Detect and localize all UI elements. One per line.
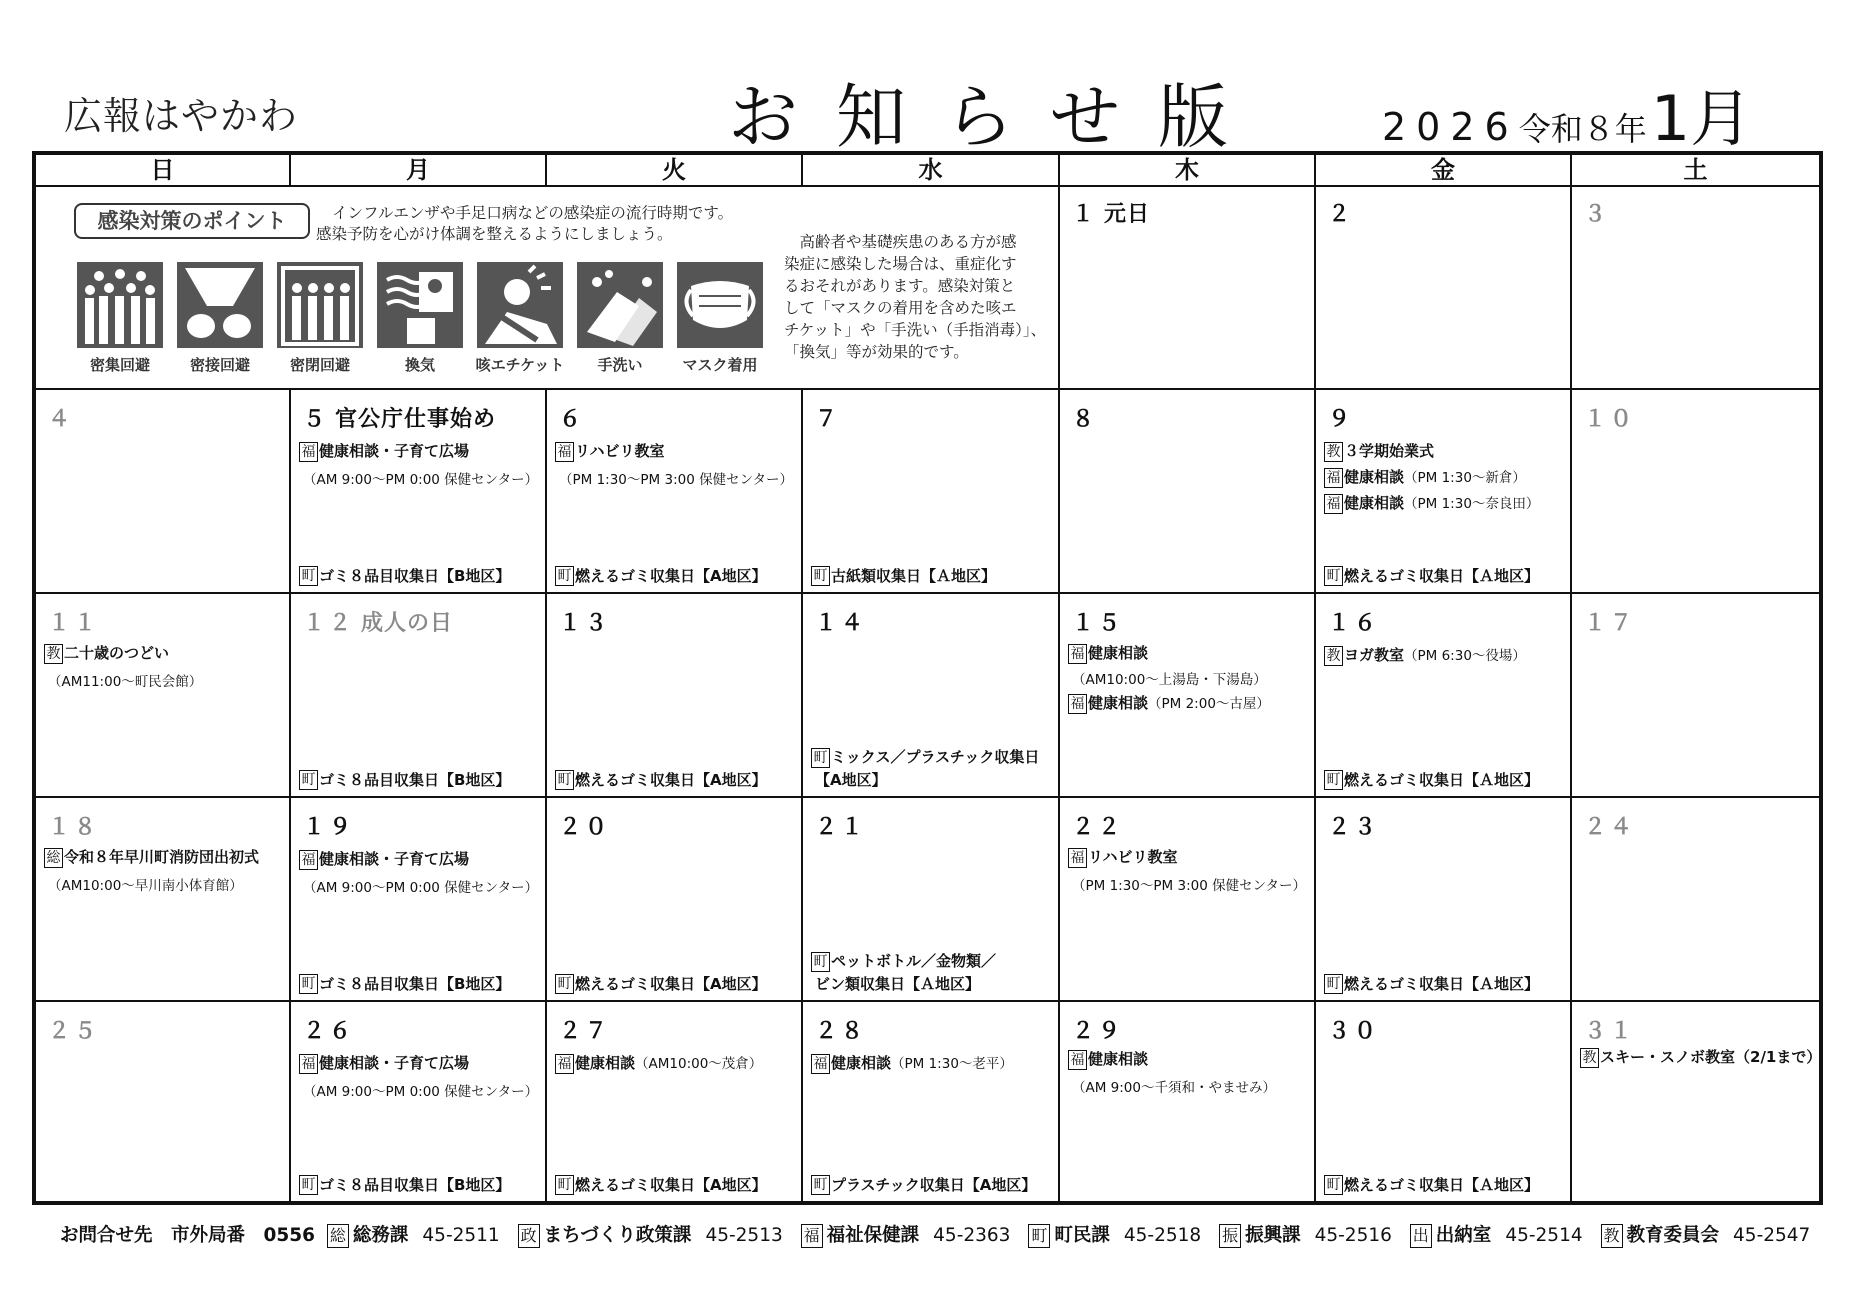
town-tag: 町 xyxy=(299,566,318,586)
dept-name: まちづくり政策課 xyxy=(543,1225,692,1246)
notice-intro-text xyxy=(316,203,733,245)
day-cell-12 xyxy=(291,594,547,798)
day-cell-5 xyxy=(291,390,547,594)
town-tag: 町 xyxy=(299,770,318,790)
day-number: ２６ xyxy=(303,1019,356,1044)
weekday-thu: 木 xyxy=(1060,155,1316,185)
town-tag: 町 xyxy=(1324,770,1343,790)
event-item: 福 健康相談 xyxy=(1068,1048,1148,1070)
garbage-item: 町 ゴミ８品目収集日【B地区】 xyxy=(299,565,510,587)
town-tag: 町 xyxy=(555,974,574,994)
education-tag: 教 xyxy=(44,644,63,664)
day-number: １４ xyxy=(815,611,868,636)
garbage-item: 町 燃えるゴミ収集日【Ａ地区】 xyxy=(1324,565,1539,587)
event-item: 福 健康相談・子育て広場 xyxy=(299,848,469,870)
icon-label: 手洗い xyxy=(597,356,643,374)
day-number: １８ xyxy=(48,815,101,840)
town-tag: 町 xyxy=(1324,566,1343,586)
notice-side-text xyxy=(784,231,1056,363)
event-item: 総 令和８年早川町消防団出初式 xyxy=(44,846,259,868)
event-item: 福 健康相談・子育て広場 xyxy=(299,440,469,462)
event-detail: （PM 1:30～PM 3:00 保健センター） xyxy=(559,472,794,488)
event-item: 福 リハビリ教室 xyxy=(555,440,665,462)
day-cell-27 xyxy=(547,1002,803,1201)
day-cell-24 xyxy=(1572,798,1819,1002)
dept-tag: 福 xyxy=(801,1224,823,1248)
event-item: 教 二十歳のつどい xyxy=(44,642,169,664)
garbage-item-area: 【A地区】 xyxy=(815,771,887,789)
calendar-grid xyxy=(32,151,1823,1205)
day-number: １２ 成人の日 xyxy=(303,611,454,636)
day-number: ２４ xyxy=(1584,815,1637,840)
issue-era: 令和８年 xyxy=(1518,110,1647,148)
event-detail: （AM10:00～早川南小体育館） xyxy=(48,878,243,894)
ventilation-icon xyxy=(377,262,463,348)
icon-item-crowd xyxy=(70,262,170,375)
garbage-item: 町 燃えるゴミ収集日【A地区】 xyxy=(555,973,767,995)
close-contact-icon xyxy=(177,262,263,348)
side-line: 「換気」等が効果的です。 xyxy=(784,343,969,361)
day-cell-11 xyxy=(36,594,291,798)
day-number: ２３ xyxy=(1328,815,1381,840)
icon-item-close-contact xyxy=(170,262,270,375)
day-number: １３ xyxy=(559,611,612,636)
town-tag: 町 xyxy=(1324,974,1343,994)
garbage-item: 町 プラスチック収集日【A地区】 xyxy=(811,1174,1036,1196)
day-number: １６ xyxy=(1328,611,1381,636)
infection-prevention-notice xyxy=(36,185,1060,390)
garbage-item: 町 燃えるゴミ収集日【A地区】 xyxy=(555,1174,767,1196)
dept-name: 振興課 xyxy=(1245,1225,1301,1246)
day-cell-28 xyxy=(803,1002,1060,1201)
holiday-label: 官公庁仕事始め xyxy=(335,407,497,432)
welfare-tag: 福 xyxy=(299,442,318,462)
education-tag: 教 xyxy=(1324,442,1343,462)
event-item: 福 健康相談（PM 2:00～古屋） xyxy=(1068,692,1270,714)
day-number: ４ xyxy=(48,407,75,432)
dept-tag: 出 xyxy=(1410,1224,1432,1248)
day-number: ９ xyxy=(1328,407,1355,432)
weekday-fri: 金 xyxy=(1316,155,1572,185)
dept-phone: 45-2511 xyxy=(422,1225,500,1246)
event-item: 福 健康相談（PM 1:30～奈良田） xyxy=(1324,492,1539,514)
town-tag: 町 xyxy=(555,770,574,790)
town-tag: 町 xyxy=(555,566,574,586)
general-affairs-tag: 総 xyxy=(44,848,63,868)
dept-name: 総務課 xyxy=(352,1225,409,1246)
welfare-tag: 福 xyxy=(555,442,574,462)
day-cell-3 xyxy=(1572,185,1819,390)
day-number: １５ xyxy=(1072,611,1125,636)
dept-name: 教育委員会 xyxy=(1626,1225,1720,1246)
side-line: 高齢者や基礎疾患のある方が感 xyxy=(784,233,1017,251)
day-number: ６ xyxy=(559,407,586,432)
event-item: 教 ヨガ教室（PM 6:30～役場） xyxy=(1324,644,1526,666)
dept-name: 町民課 xyxy=(1054,1225,1110,1246)
garbage-item: 町 ゴミ８品目収集日【B地区】 xyxy=(299,973,510,995)
icon-item-closed-space xyxy=(270,262,370,375)
issue-year: 2026 xyxy=(1382,105,1519,149)
day-number: ２９ xyxy=(1072,1019,1125,1044)
day-cell-15 xyxy=(1060,594,1316,798)
welfare-tag: 福 xyxy=(1068,1050,1087,1070)
garbage-item: 町 ミックス／プラスチック収集日 xyxy=(811,746,1039,768)
day-cell-4 xyxy=(36,390,291,594)
event-item: 福 健康相談・子育て広場 xyxy=(299,1052,469,1074)
day-cell-6 xyxy=(547,390,803,594)
dept-phone: 45-2514 xyxy=(1505,1225,1583,1246)
event-item: 福 健康相談（PM 1:30～老平） xyxy=(811,1052,1013,1074)
day-number: ２８ xyxy=(815,1019,868,1044)
town-tag: 町 xyxy=(299,974,318,994)
mask-icon xyxy=(677,262,763,348)
day-number: ２２ xyxy=(1072,815,1125,840)
day-number: ３０ xyxy=(1328,1019,1381,1044)
event-detail: （AM 9:00～千須和・やませみ） xyxy=(1072,1080,1276,1096)
day-number: ５ 官公庁仕事始め xyxy=(303,407,497,432)
weekday-sun: 日 xyxy=(36,155,291,185)
icon-item-ventilation xyxy=(370,262,470,375)
icon-label: 咳エチケット xyxy=(475,356,565,374)
welfare-tag: 福 xyxy=(1324,494,1343,514)
dept-phone: 45-2513 xyxy=(705,1225,783,1246)
day-cell-7 xyxy=(803,390,1060,594)
issue-date xyxy=(1382,69,1752,158)
event-item: 福 リハビリ教室 xyxy=(1068,846,1178,868)
day-number: ３ xyxy=(1584,202,1611,227)
day-number: ２０ xyxy=(559,815,612,840)
dept-phone: 45-2547 xyxy=(1733,1225,1811,1246)
day-cell-17 xyxy=(1572,594,1819,798)
event-detail: （PM 1:30～PM 3:00 保健センター） xyxy=(1072,878,1307,894)
dept-phone: 45-2363 xyxy=(933,1225,1011,1246)
issue-month: 1月 xyxy=(1650,82,1753,155)
day-cell-19 xyxy=(291,798,547,1002)
day-number: ２ xyxy=(1328,202,1355,227)
weekday-tue: 火 xyxy=(547,155,803,185)
day-number: ３１ xyxy=(1584,1019,1637,1044)
notice-title-box: 感染対策のポイント xyxy=(74,203,310,239)
garbage-item: 町 燃えるゴミ収集日【A地区】 xyxy=(555,769,767,791)
dept-phone: 45-2518 xyxy=(1123,1225,1202,1246)
event-detail: （AM 9:00～PM 0:00 保健センター） xyxy=(303,472,539,488)
welfare-tag: 福 xyxy=(555,1054,574,1074)
day-cell-23 xyxy=(1316,798,1572,1002)
dept-tag: 振 xyxy=(1219,1224,1241,1248)
day-cell-16 xyxy=(1316,594,1572,798)
day-number: ２５ xyxy=(48,1019,101,1044)
weekday-mon: 月 xyxy=(291,155,547,185)
welfare-tag: 福 xyxy=(1068,644,1087,664)
icon-label: 換気 xyxy=(404,356,435,374)
welfare-tag: 福 xyxy=(299,1054,318,1074)
crowd-icon xyxy=(77,262,163,348)
welfare-tag: 福 xyxy=(1324,468,1343,488)
dept-tag: 町 xyxy=(1028,1224,1050,1248)
weekday-sat: 土 xyxy=(1683,156,1708,184)
garbage-item: 町 古紙類収集日【Ａ地区】 xyxy=(811,565,996,587)
garbage-item-area: ビン類収集日【Ａ地区】 xyxy=(815,975,981,993)
event-detail: （AM 9:00～PM 0:00 保健センター） xyxy=(303,880,539,896)
icon-label: 密接回避 xyxy=(189,356,250,374)
day-cell-20 xyxy=(547,798,803,1002)
weekday-header xyxy=(36,155,1819,187)
dept-phone: 45-2516 xyxy=(1314,1225,1392,1246)
dept-name: 福祉保健課 xyxy=(826,1225,920,1246)
side-line: 染症に感染した場合は、重症化す xyxy=(784,255,1017,273)
day-cell-10 xyxy=(1572,390,1819,594)
town-tag: 町 xyxy=(555,1175,574,1195)
day-cell-22 xyxy=(1060,798,1316,1002)
day-cell-9 xyxy=(1316,390,1572,594)
town-tag: 町 xyxy=(1324,1175,1343,1195)
dept-tag: 総 xyxy=(327,1224,349,1248)
icon-item-handwash xyxy=(570,262,670,375)
day-cell-18 xyxy=(36,798,291,1002)
brand-title: 広報はやかわ xyxy=(64,94,299,138)
garbage-item: 町 燃えるゴミ収集日【Ａ地区】 xyxy=(1324,973,1539,995)
holiday-label: 成人の日 xyxy=(361,611,454,636)
event-detail: （AM11:00～町民会館） xyxy=(48,674,203,690)
welfare-tag: 福 xyxy=(1068,848,1087,868)
weekday-wed: 水 xyxy=(803,155,1060,185)
day-number: ７ xyxy=(815,407,842,432)
icon-label: 密閉回避 xyxy=(289,356,350,374)
notice-line-2: 感染予防を心がけ体調を整えるようにしましょう。 xyxy=(316,225,673,243)
day-number: １０ xyxy=(1584,407,1637,432)
day-number: １１ xyxy=(48,611,101,636)
side-line: して「マスクの着用を含めた咳エ xyxy=(784,299,1017,317)
town-tag: 町 xyxy=(811,1175,830,1195)
cough-etiquette-icon xyxy=(477,262,563,348)
event-detail: （AM10:00～上湯島・下湯島） xyxy=(1072,672,1267,688)
education-tag: 教 xyxy=(1580,1048,1599,1068)
town-tag: 町 xyxy=(811,952,830,972)
welfare-tag: 福 xyxy=(299,850,318,870)
garbage-item: 町 ペットボトル／金物類／ xyxy=(811,950,996,972)
handwash-icon xyxy=(577,262,663,348)
day-cell-1 xyxy=(1060,185,1316,390)
day-number: １９ xyxy=(303,815,356,840)
day-cell-8 xyxy=(1060,390,1316,594)
garbage-item: 町 ゴミ８品目収集日【B地区】 xyxy=(299,769,510,791)
town-tag: 町 xyxy=(299,1175,318,1195)
day-number: ８ xyxy=(1072,407,1099,432)
day-cell-29 xyxy=(1060,1002,1316,1201)
event-item: 福 健康相談 xyxy=(1068,642,1148,664)
icon-label: マスク着用 xyxy=(682,356,758,374)
welfare-tag: 福 xyxy=(1068,694,1087,714)
day-cell-30 xyxy=(1316,1002,1572,1201)
garbage-item: 町 燃えるゴミ収集日【Ａ地区】 xyxy=(1324,769,1539,791)
day-cell-14 xyxy=(803,594,1060,798)
welfare-tag: 福 xyxy=(811,1054,830,1074)
event-item: 福 健康相談（PM 1:30～新倉） xyxy=(1324,466,1526,488)
day-cell-31 xyxy=(1572,1002,1822,1201)
dept-tag: 政 xyxy=(518,1224,540,1248)
town-tag: 町 xyxy=(811,748,830,768)
icon-item-mask xyxy=(670,262,770,375)
notice-line-1: インフルエンザや手足口病などの感染症の流行時期です。 xyxy=(332,204,734,222)
garbage-item: 町 燃えるゴミ収集日【A地区】 xyxy=(555,565,767,587)
closed-space-icon xyxy=(277,262,363,348)
event-item: 福 健康相談（AM10:00～茂倉） xyxy=(555,1052,762,1074)
prevention-icons xyxy=(70,262,770,375)
day-number: ２７ xyxy=(559,1019,612,1044)
dept-name: 出納室 xyxy=(1435,1225,1492,1246)
garbage-item: 町 燃えるゴミ収集日【Ａ地区】 xyxy=(1324,1174,1539,1196)
day-cell-13 xyxy=(547,594,803,798)
header xyxy=(0,55,1861,158)
side-line: るおそれがあります。感染対策と xyxy=(784,277,1016,295)
icon-label: 密集回避 xyxy=(89,356,150,374)
event-detail: （AM 9:00～PM 0:00 保健センター） xyxy=(303,1084,539,1100)
day-number: ２１ xyxy=(815,815,868,840)
education-tag: 教 xyxy=(1324,646,1343,666)
side-line: チケット」や「手洗い（手指消毒）」、 xyxy=(784,321,1047,339)
garbage-item: 町 ゴミ８品目収集日【B地区】 xyxy=(299,1174,510,1196)
day-cell-21 xyxy=(803,798,1060,1002)
day-number: １７ xyxy=(1584,611,1637,636)
page-title: お知らせ版 xyxy=(728,76,1266,158)
day-cell-25 xyxy=(36,1002,291,1201)
day-number: １ 元日 xyxy=(1072,202,1151,227)
town-tag: 町 xyxy=(811,566,830,586)
icon-item-cough xyxy=(470,262,570,375)
contact-footer xyxy=(60,1221,1816,1248)
day-cell-2 xyxy=(1316,185,1572,390)
dept-tag: 教 xyxy=(1601,1224,1623,1248)
event-item: 教 ３学期始業式 xyxy=(1324,440,1434,462)
holiday-label: 元日 xyxy=(1104,202,1151,227)
contact-label: お問合せ先 市外局番 0556 xyxy=(60,1225,315,1246)
event-item: 教 スキー・スノボ教室（2/1まで） xyxy=(1580,1046,1821,1068)
day-cell-26 xyxy=(291,1002,547,1201)
